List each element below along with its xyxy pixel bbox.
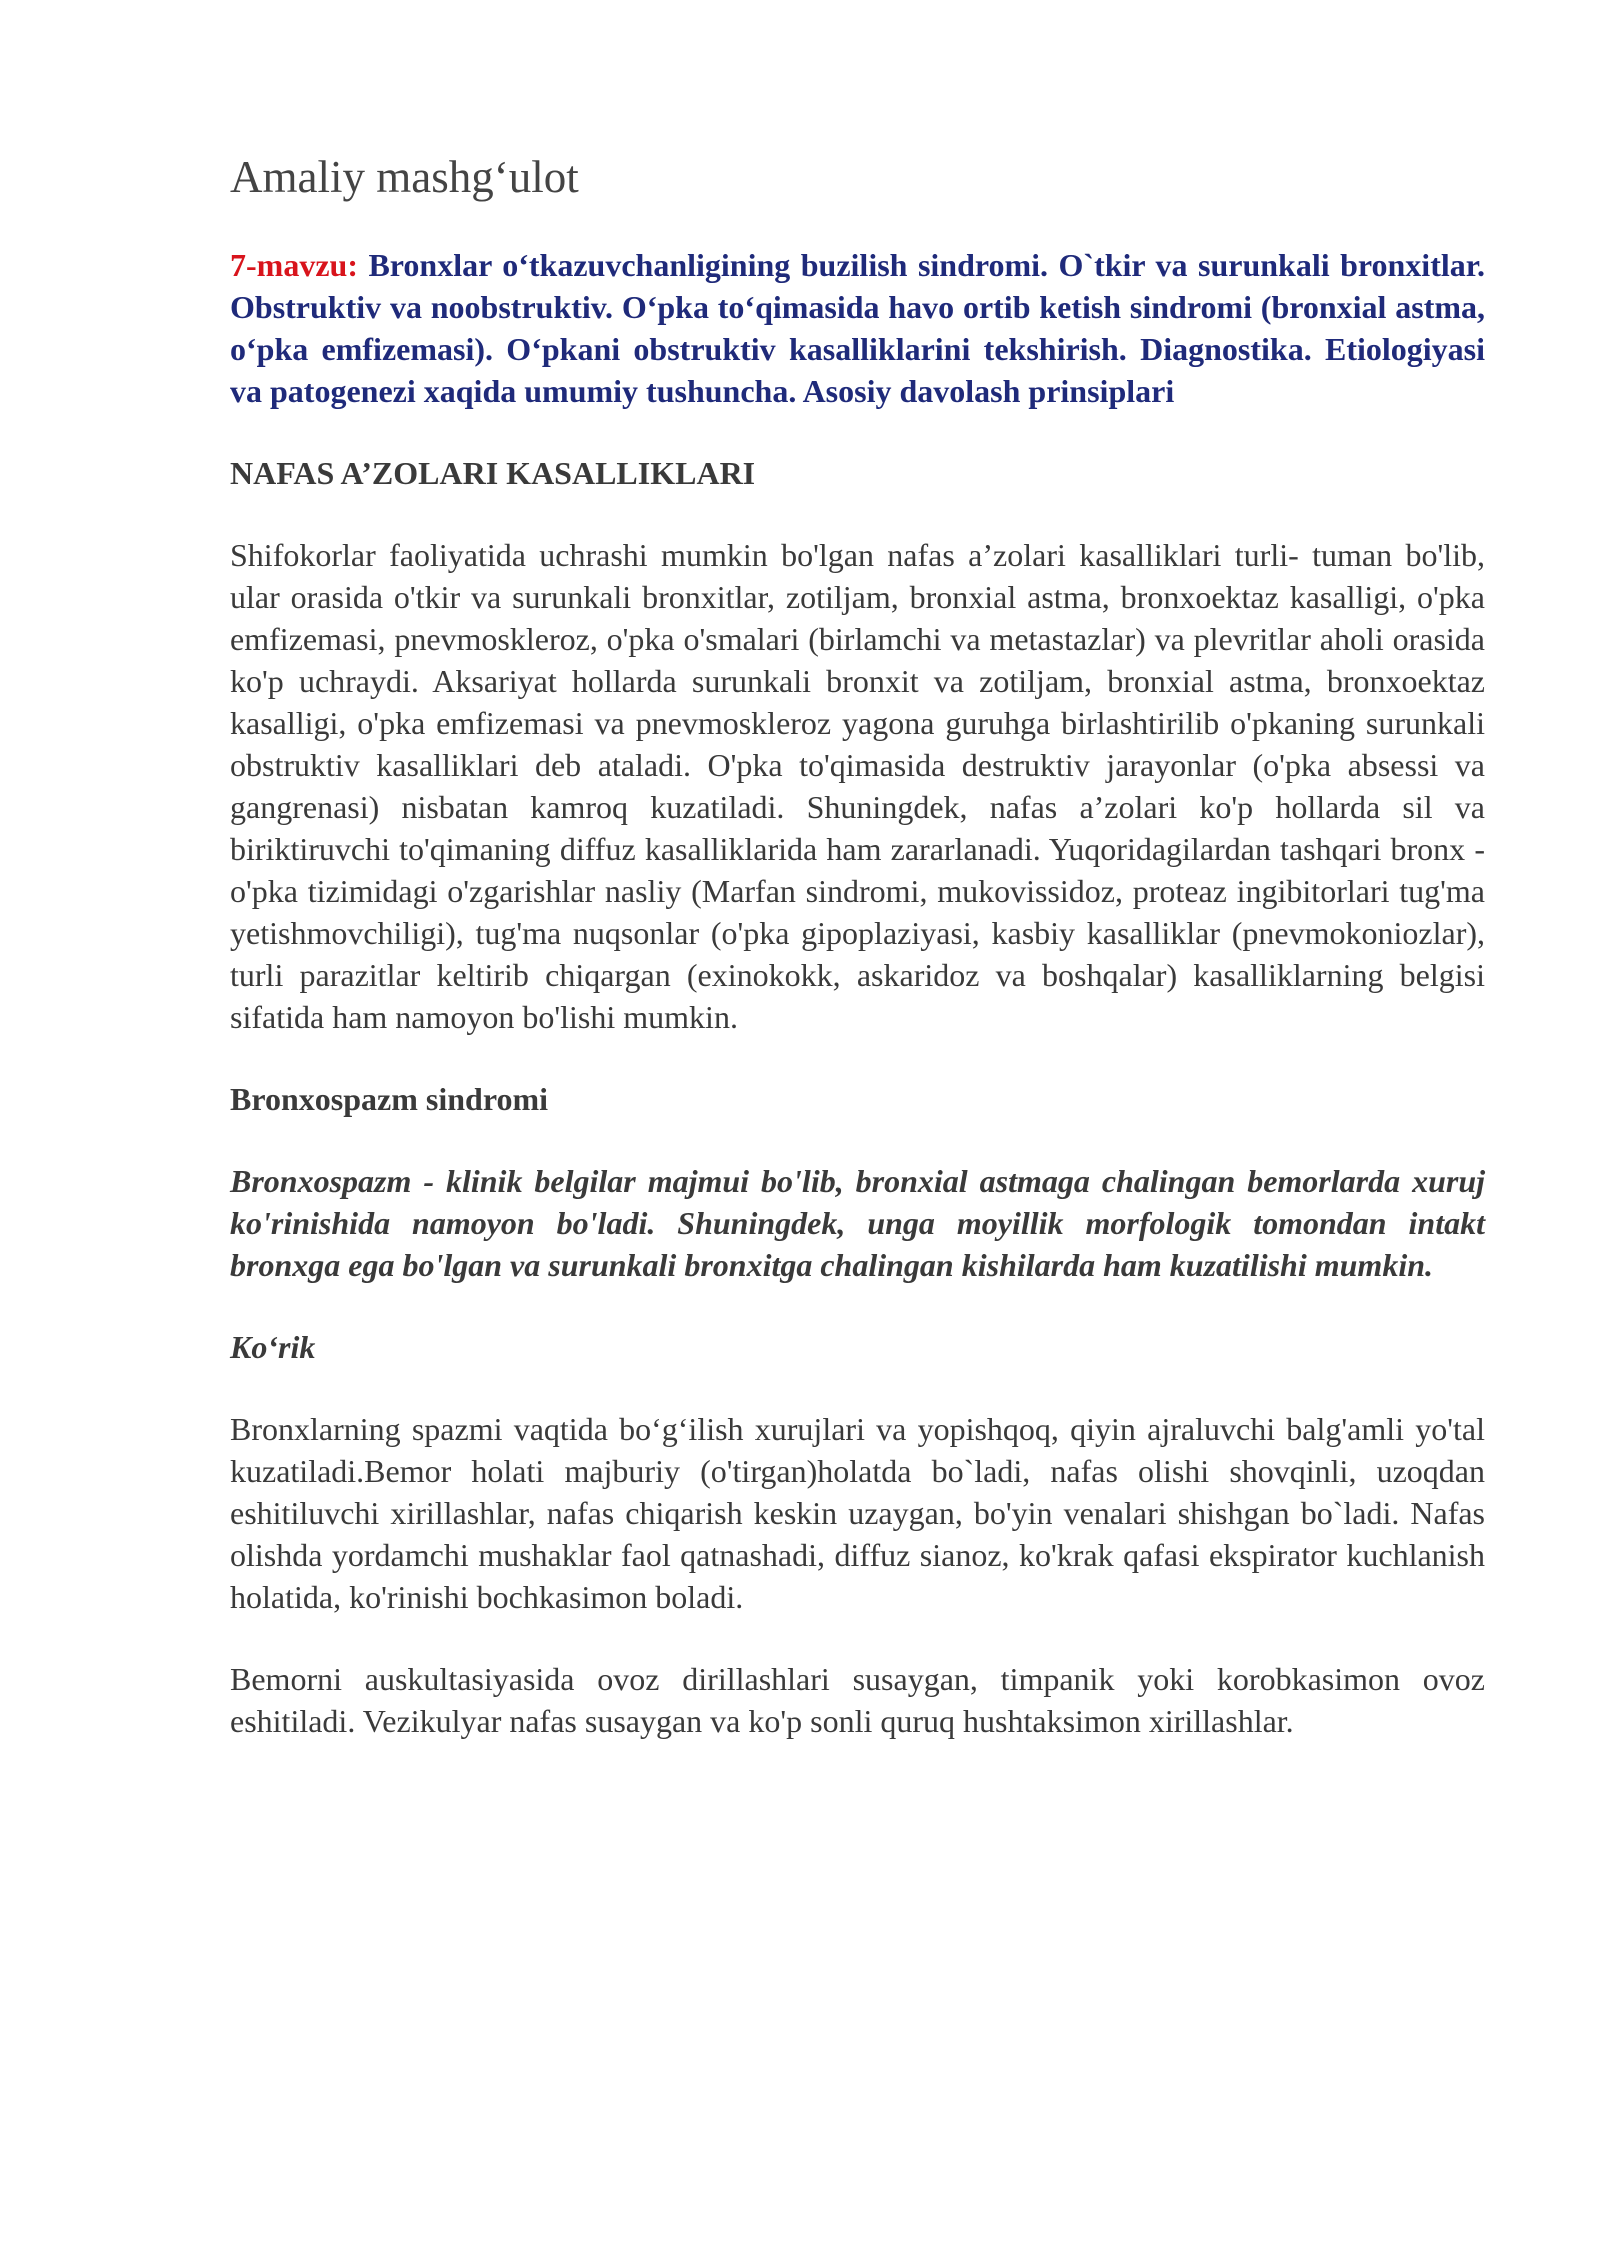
exam-heading: Ko‘rik (230, 1329, 316, 1365)
subsection-heading: Bronxospazm sindromi (230, 1081, 548, 1117)
exam-paragraph: Bronxlarning spazmi vaqtida bo‘g‘ilish xurujlari va yopishqoq, qiyin ajraluvchi balg'amli yo'tal kuzatiladi.Bemor holati majburiy (o'tirgan)holatda bo`ladi, nafas olishi shovqinli, uzoqdan eshitiluvchi xirillashlar, nafas chiqarish keskin uzaygan, bo'yin venalari shishgan bo`ladi. Nafas olishda yordamchi mushaklar faol qatnashadi, diffuz sianoz, ko'krak qafasi ekspirator kuchlanish holatida, ko'rinishi bochkasimon boladi. (230, 1411, 1485, 1615)
topic-number: 7-mavzu: (230, 247, 358, 283)
topic-statement (230, 244, 1485, 412)
topic-text: Bronxlar o‘tkazuvchanligining buzilish sindromi. O`tkir va surunkali bronxitlar. Obstruktiv va noobstruktiv. O‘pka to‘qimasida havo ortib ketish sindromi (bronxial astma, o‘pka emfizemasi). O‘pkani obstruktiv kasalliklarini tekshirish. Diagnostika. Etiologiyasi va patogenezi xaqida umumiy tushuncha. Asosiy davolash prinsiplari (230, 247, 1486, 409)
document-title: Amaliy mashg‘ulot (230, 152, 579, 202)
section-heading: NAFAS A’ZOLARI KASALLIKLARI (230, 455, 756, 491)
intro-paragraph: Shifokorlar faoliyatida uchrashi mumkin bo'lgan nafas a’zolari kasalliklari turli- tuman bo'lib, ular orasida o'tkir va surunkali bronxitlar, zotiljam, bronxial astma, bronxoektaz kasalligi, o'pka emfizemasi, pnevmoskleroz, o'pka o'smalari (birlamchi va metastazlar) va plevritlar aholi orasida ko'p uchraydi. Aksariyat hollarda surunkali bronxit va zotiljam, bronxial astma, bronxoektaz kasalligi, o'pka emfizemasi va pnevmoskleroz yagona guruhga birlashtirilib o'pkaning surunkali obstruktiv kasalliklari deb ataladi. O'pka to'qimasida destruktiv jarayonlar (o'pka absessi va gangrenasi) nisbatan kamroq kuzatiladi. Shuningdek, nafas a’zolari ko'p hollarda sil va biriktiruvchi to'qimaning diffuz kasalliklarida ham zararlanadi. Yuqoridagilardan tashqari bronx - o'pka tizimidagi o'zgarishlar nasliy (Marfan sindromi, mukovissidoz, proteaz ingibitorlari tug'ma yetishmovchiligi), tug'ma nuqsonlar (o'pka gipoplaziyasi, kasbiy kasalliklar (pnevmokoniozlar), turli parazitlar keltirib chiqargan (exinokokk, askaridoz va boshqalar) kasalliklarning belgisi sifatida ham namoyon bo'lishi mumkin. (230, 537, 1485, 1035)
auscultation-paragraph: Bemorni auskultasiyasida ovoz dirillashlari susaygan, timpanik yoki korobkasimon ovoz eshitiladi. Vezikulyar nafas susaygan va ko'p sonli quruq hushtaksimon xirillashlar. (230, 1661, 1485, 1739)
definition-paragraph: Bronxospazm - klinik belgilar majmui bo'lib, bronxial astmaga chalingan bemorlarda xuruj ko'rinishida namoyon bo'ladi. Shuningdek, unga moyillik morfologik tomondan intakt bronxga ega bo'lgan va surunkali bronxitga chalingan kishilarda ham kuzatilishi mumkin. (230, 1163, 1485, 1283)
document-page (230, 150, 1485, 1782)
